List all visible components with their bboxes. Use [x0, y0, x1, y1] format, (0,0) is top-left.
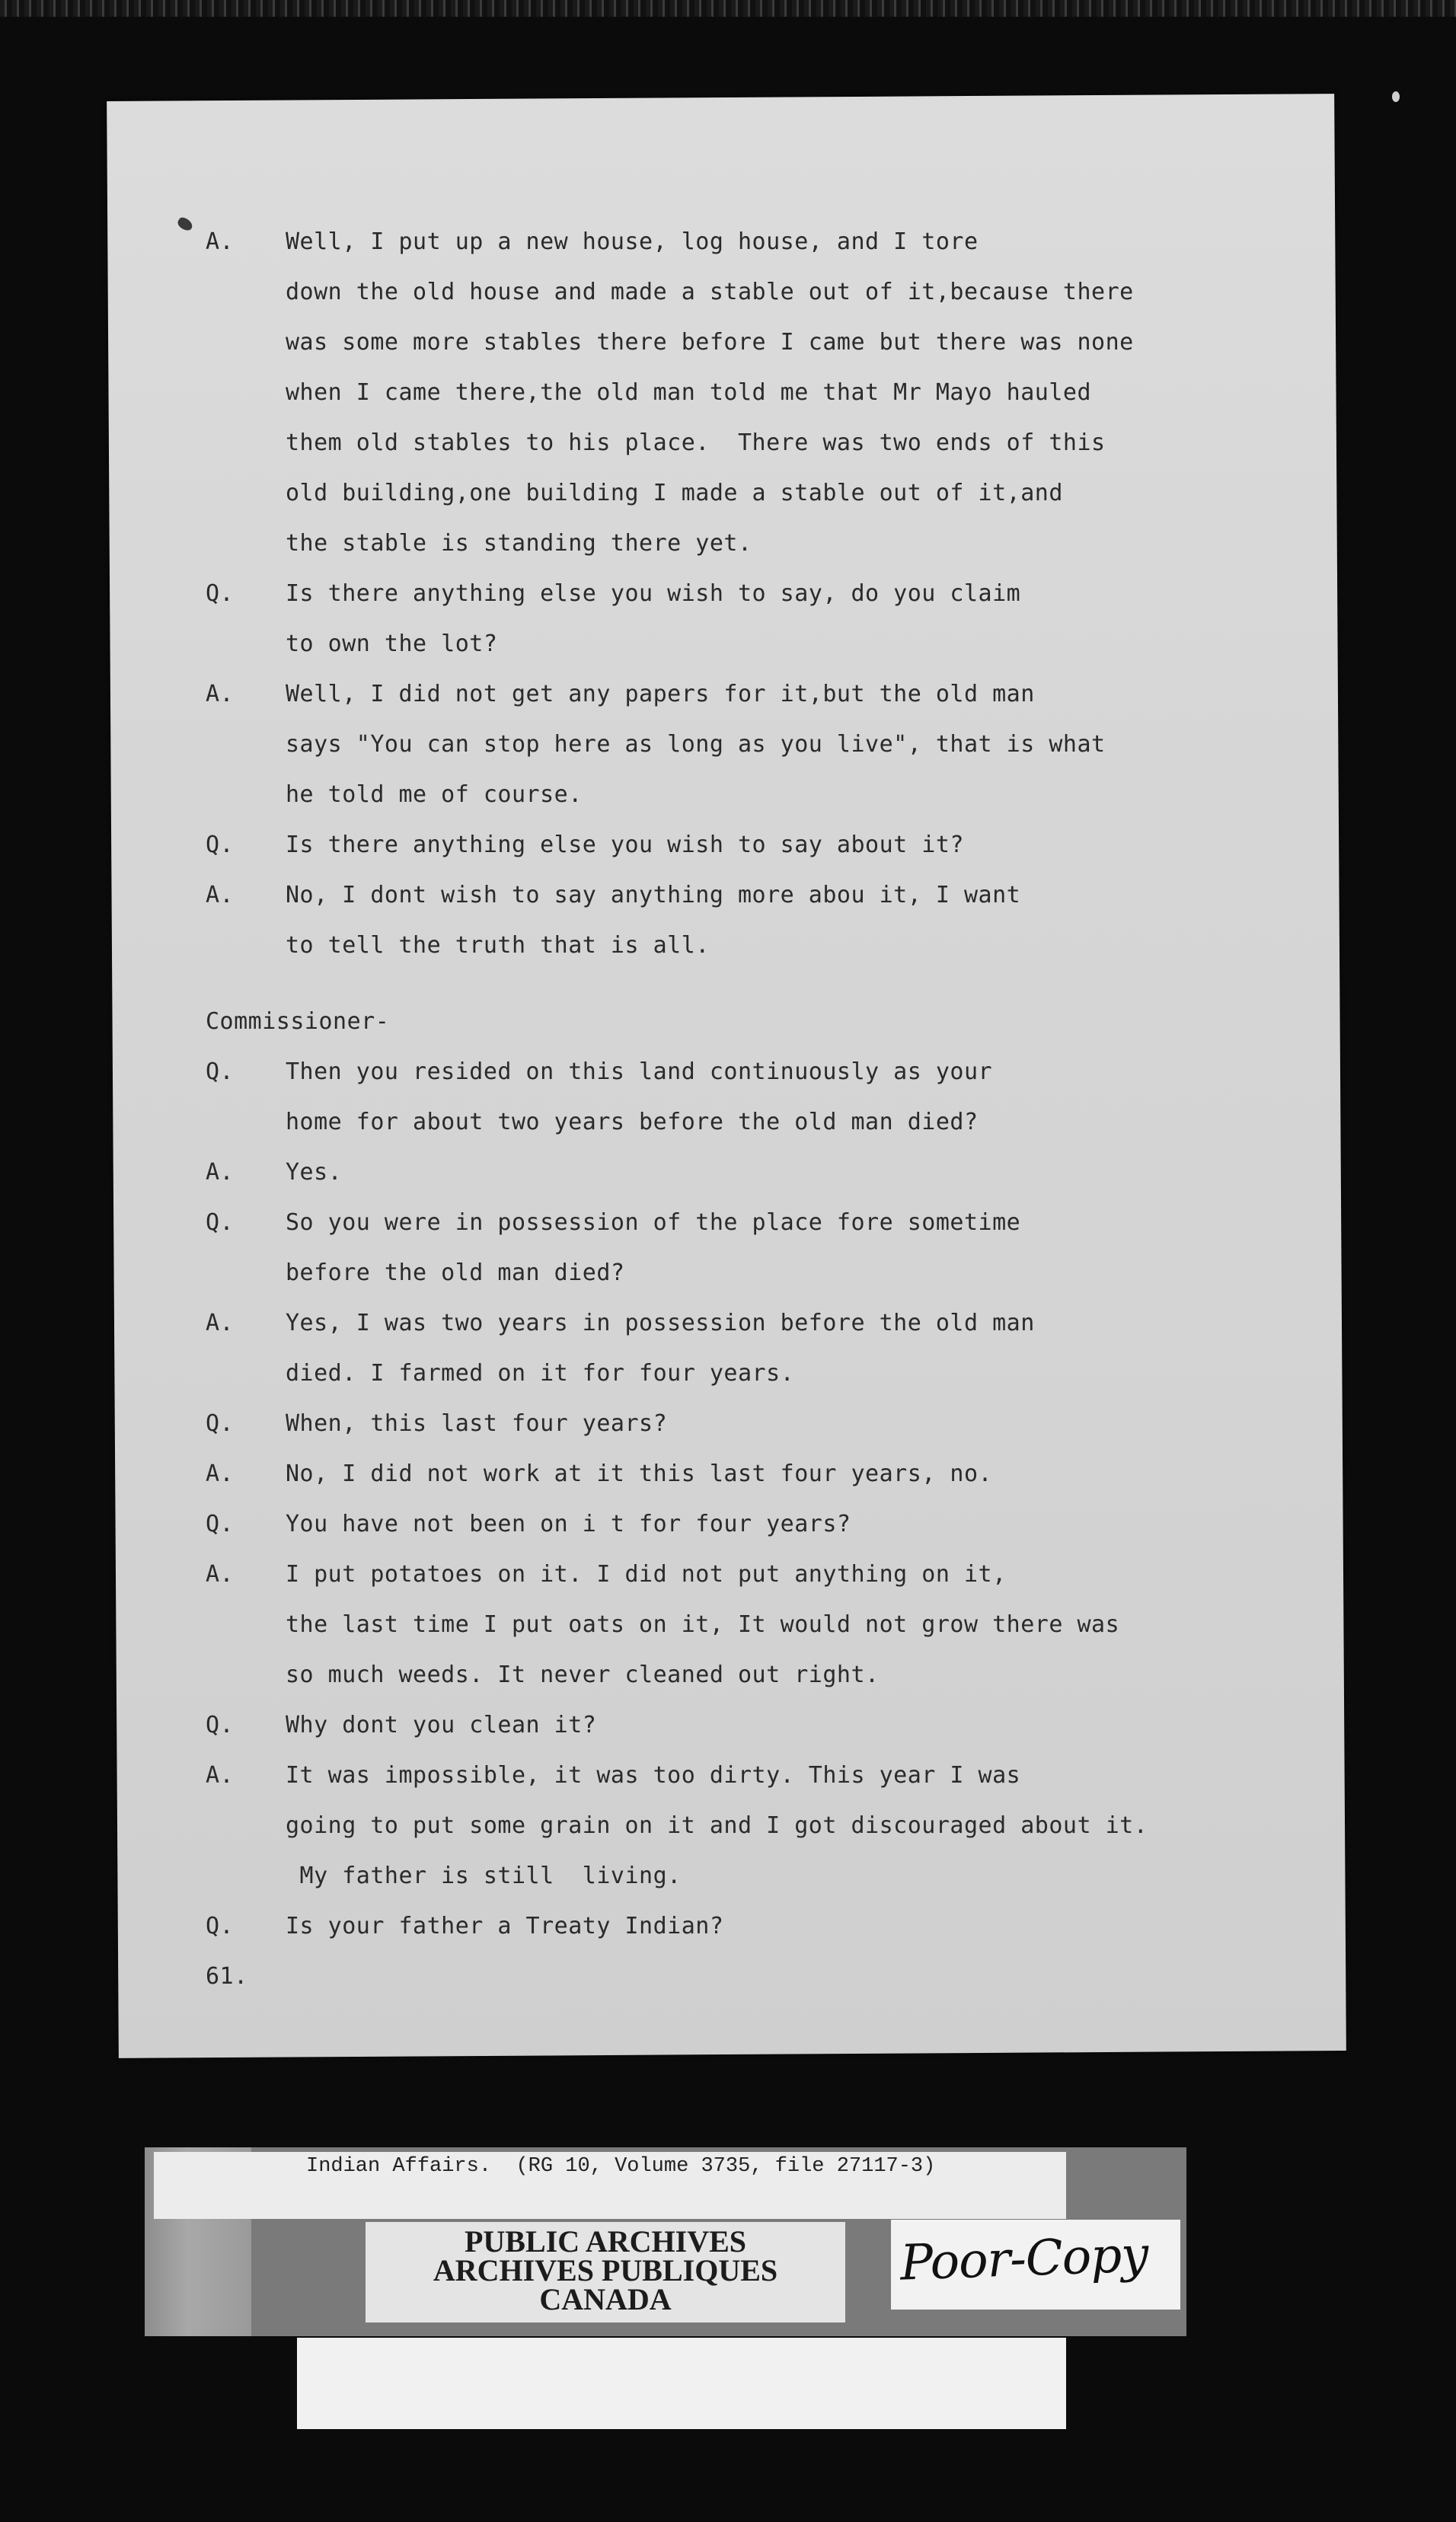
handwritten-note: Poor-Copy — [899, 2227, 1149, 2292]
line-text: My father is still living. — [286, 1863, 682, 1889]
speaker-marker: A. — [206, 1461, 235, 1487]
line-text: was some more stables there before I came but there was none — [286, 329, 1134, 356]
speaker-marker: A. — [206, 1310, 235, 1336]
line-text: the last time I put oats on it, It would not grow there was — [286, 1611, 1120, 1638]
transcript-line — [206, 820, 1211, 870]
line-text: So you were in possession of the place fore sometime — [286, 1209, 1021, 1236]
transcript-line — [206, 720, 1211, 770]
page-number-text: 61. — [206, 1963, 248, 1990]
transcript-line — [206, 1148, 1211, 1198]
speaker-marker: A. — [206, 1762, 235, 1789]
transcript-line — [206, 267, 1211, 318]
transcript-line — [206, 1700, 1211, 1751]
speaker-marker: A. — [206, 681, 235, 707]
line-text: No, I did not work at it this last four years, no. — [286, 1461, 993, 1487]
transcript-line — [206, 1298, 1211, 1349]
line-text: Yes. — [286, 1159, 343, 1186]
transcript-line — [206, 669, 1211, 720]
page-number — [206, 1952, 1211, 2002]
speaker-marker: A. — [206, 1561, 235, 1588]
transcript-line — [206, 217, 1211, 267]
transcript-line — [206, 1801, 1211, 1851]
stamp-line-english: PUBLIC ARCHIVES — [464, 2224, 747, 2259]
transcript-line — [206, 1851, 1211, 1901]
line-text: When, this last four years? — [286, 1410, 668, 1437]
transcript-line — [206, 1449, 1211, 1499]
line-text: Is your father a Treaty Indian? — [286, 1913, 724, 1939]
line-text: I put potatoes on it. I did not put anything on it, — [286, 1561, 1007, 1588]
transcript-line — [206, 1047, 1211, 1097]
speaker-marker: Q. — [206, 1511, 235, 1537]
transcript-line — [206, 1097, 1211, 1148]
line-text: says "You can stop here as long as you live", that is what — [286, 731, 1106, 758]
line-text: down the old house and made a stable out of it,because there — [286, 279, 1134, 305]
line-text: when I came there,the old man told me that Mr Mayo hauled — [286, 379, 1092, 406]
archive-reference: Indian Affairs. (RG 10, Volume 3735, file 27117-3) — [306, 2155, 936, 2178]
transcript-line — [206, 1349, 1211, 1399]
line-text: home for about two years before the old man died? — [286, 1109, 979, 1135]
speaker-marker: A. — [206, 882, 235, 908]
transcript-line — [206, 1198, 1211, 1248]
transcript-line — [206, 318, 1211, 368]
transcript-line — [206, 1901, 1211, 1952]
blank-card — [297, 2338, 1066, 2429]
line-text: It was impossible, it was too dirty. This year I was — [286, 1762, 1021, 1789]
line-text: died. I farmed on it for four years. — [286, 1360, 795, 1387]
line-text: Is there anything else you wish to say, do you claim — [286, 580, 1021, 607]
line-text: Is there anything else you wish to say about it? — [286, 832, 964, 858]
transcript-line — [206, 468, 1211, 519]
speaker-marker: Q. — [206, 1913, 235, 1939]
transcript-text — [206, 217, 1211, 2002]
line-text: before the old man died? — [286, 1259, 625, 1286]
transcript-line — [206, 1248, 1211, 1298]
speaker-marker: A. — [206, 228, 235, 255]
transcript-line — [206, 870, 1211, 921]
line-text: Then you resided on this land continuously as your — [286, 1058, 993, 1085]
commissioner-heading: Commissioner- — [206, 1008, 390, 1035]
section-heading — [206, 997, 1211, 1047]
ink-blot — [176, 215, 194, 232]
line-text: Why dont you clean it? — [286, 1712, 597, 1738]
speaker-marker: Q. — [206, 1410, 235, 1437]
line-text: going to put some grain on it and I got discouraged about it. — [286, 1812, 1148, 1839]
transcript-line — [206, 1399, 1211, 1449]
line-text: Well, I did not get any papers for it,but the old man — [286, 681, 1035, 707]
line-text: so much weeds. It never cleaned out right. — [286, 1662, 880, 1688]
transcript-line — [206, 368, 1211, 418]
line-text: You have not been on i t for four years? — [286, 1511, 851, 1537]
line-text: he told me of course. — [286, 781, 583, 808]
archives-stamp — [366, 2224, 845, 2316]
transcript-line — [206, 770, 1211, 820]
line-text: Yes, I was two years in possession before the old man — [286, 1310, 1035, 1336]
transcript-line — [206, 418, 1211, 468]
transcript-line — [206, 619, 1211, 669]
line-text: Well, I put up a new house, log house, and I tore — [286, 228, 979, 255]
speaker-marker: Q. — [206, 580, 235, 607]
transcript-line — [206, 1751, 1211, 1801]
line-text: them old stables to his place. There was two ends of this — [286, 429, 1106, 456]
speaker-marker: Q. — [206, 1209, 235, 1236]
speaker-marker: Q. — [206, 1712, 235, 1738]
line-text: the stable is standing there yet. — [286, 530, 752, 557]
dust-speck — [1392, 91, 1400, 102]
film-edge-strip — [0, 0, 1456, 17]
speaker-marker: A. — [206, 1159, 235, 1186]
transcript-line — [206, 1650, 1211, 1700]
stamp-line-country: CANADA — [539, 2282, 672, 2316]
transcript-line — [206, 921, 1211, 971]
speaker-marker: Q. — [206, 832, 235, 858]
line-text: old building,one building I made a stable out of it,and — [286, 480, 1063, 506]
transcript-line — [206, 1550, 1211, 1600]
stamp-line-french: ARCHIVES PUBLIQUES — [433, 2253, 778, 2287]
transcript-line — [206, 1600, 1211, 1650]
line-text: to tell the truth that is all. — [286, 932, 710, 959]
transcript-line — [206, 1499, 1211, 1550]
transcript-line — [206, 569, 1211, 619]
line-text: to own the lot? — [286, 630, 498, 657]
line-text: No, I dont wish to say anything more abou it, I want — [286, 882, 1021, 908]
transcript-line — [206, 519, 1211, 569]
speaker-marker: Q. — [206, 1058, 235, 1085]
